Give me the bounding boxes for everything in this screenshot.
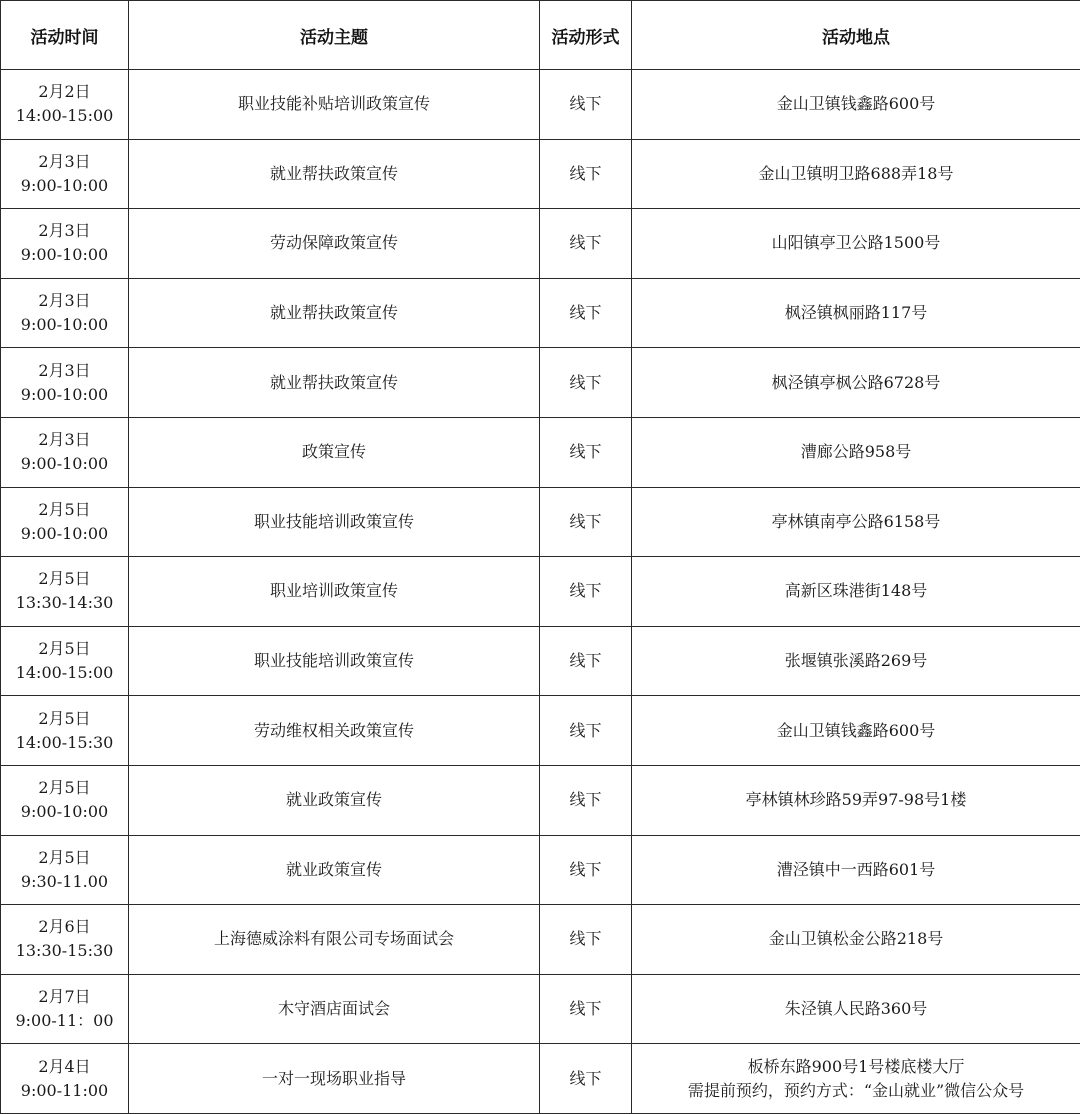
activity-time-range: 9:30-11.00 [3,870,126,894]
activity-date: 2月5日 [3,707,126,731]
activity-date: 2月7日 [3,985,126,1009]
table-header [1,1,1080,70]
cell-format: 线下 [540,139,632,209]
activity-date: 2月5日 [3,498,126,522]
cell-format: 线下 [540,70,632,140]
activity-date: 2月5日 [3,637,126,661]
activity-address: 亭林镇林珍路59弄97-98号1楼 [634,788,1078,812]
activity-time-range: 9:00-10:00 [3,522,126,546]
activity-time-range: 9:00-11:00 [3,1079,126,1103]
cell-format: 线下 [540,974,632,1044]
cell-time [1,487,129,557]
cell-format: 线下 [540,696,632,766]
table-row [1,348,1080,418]
cell-format: 线下 [540,417,632,487]
cell-time [1,905,129,975]
activity-time-range: 9:00-10:00 [3,452,126,476]
cell-topic: 职业技能培训政策宣传 [129,626,540,696]
table-row [1,905,1080,975]
cell-topic: 就业政策宣传 [129,765,540,835]
cell-time [1,278,129,348]
activity-address: 金山卫镇明卫路688弄18号 [634,162,1078,186]
table-row [1,696,1080,766]
activity-date: 2月3日 [3,428,126,452]
cell-topic: 上海德威涂料有限公司专场面试会 [129,905,540,975]
table-body [1,70,1080,1114]
cell-place [632,765,1080,835]
activity-address: 金山卫镇钱鑫路600号 [634,92,1078,116]
activity-date: 2月5日 [3,846,126,870]
appointment-note: 需提前预约，预约方式：“金山就业”微信公众号 [634,1079,1078,1103]
activity-time-range: 14:00-15:00 [3,661,126,685]
cell-place [632,835,1080,905]
cell-time [1,765,129,835]
cell-topic: 职业培训政策宣传 [129,557,540,627]
cell-place [632,139,1080,209]
activity-date: 2月3日 [3,289,126,313]
cell-time [1,835,129,905]
activity-address: 漕泾镇中一西路601号 [634,858,1078,882]
cell-format: 线下 [540,348,632,418]
activity-date: 2月2日 [3,80,126,104]
activity-time-range: 14:00-15:30 [3,731,126,755]
activity-date: 2月5日 [3,567,126,591]
header-time: 活动时间 [1,1,129,70]
header-place: 活动地点 [632,1,1080,70]
activity-date: 2月6日 [3,915,126,939]
activity-time-range: 13:30-14:30 [3,591,126,615]
activity-time-range: 9:00-10:00 [3,243,126,267]
table-row [1,974,1080,1044]
activity-address: 金山卫镇钱鑫路600号 [634,719,1078,743]
cell-place [632,487,1080,557]
activity-time-range: 9:00-11：00 [3,1009,126,1033]
table-row [1,557,1080,627]
activity-address: 山阳镇亭卫公路1500号 [634,231,1078,255]
cell-topic: 就业帮扶政策宣传 [129,278,540,348]
activity-time-range: 14:00-15:00 [3,104,126,128]
cell-format: 线下 [540,209,632,279]
cell-format: 线下 [540,557,632,627]
activity-time-range: 9:00-10:00 [3,174,126,198]
activity-date: 2月3日 [3,150,126,174]
cell-place [632,1044,1080,1114]
activity-address: 板桥东路900号1号楼底楼大厅 [634,1055,1078,1079]
table-row [1,209,1080,279]
activity-date: 2月3日 [3,359,126,383]
table-row [1,417,1080,487]
cell-time [1,139,129,209]
cell-topic: 就业政策宣传 [129,835,540,905]
cell-place [632,278,1080,348]
cell-format: 线下 [540,905,632,975]
cell-time [1,348,129,418]
cell-time [1,1044,129,1114]
header-row [1,1,1080,70]
activity-time-range: 9:00-10:00 [3,800,126,824]
cell-topic: 就业帮扶政策宣传 [129,139,540,209]
activity-time-range: 13:30-15:30 [3,939,126,963]
table-row [1,765,1080,835]
cell-place [632,348,1080,418]
cell-topic: 政策宣传 [129,417,540,487]
activity-address: 枫泾镇亭枫公路6728号 [634,371,1078,395]
header-format: 活动形式 [540,1,632,70]
cell-topic: 劳动保障政策宣传 [129,209,540,279]
cell-time [1,209,129,279]
activity-address: 高新区珠港街148号 [634,579,1078,603]
cell-topic: 职业技能补贴培训政策宣传 [129,70,540,140]
table-row [1,1044,1080,1114]
table-row [1,835,1080,905]
activity-address: 朱泾镇人民路360号 [634,997,1078,1021]
cell-place [632,70,1080,140]
cell-format: 线下 [540,487,632,557]
activity-address: 枫泾镇枫丽路117号 [634,301,1078,325]
cell-time [1,557,129,627]
cell-format: 线下 [540,626,632,696]
table-row [1,139,1080,209]
table-row [1,487,1080,557]
activity-date: 2月4日 [3,1055,126,1079]
cell-time [1,696,129,766]
cell-format: 线下 [540,1044,632,1114]
table-row [1,70,1080,140]
activity-date: 2月3日 [3,219,126,243]
cell-place [632,417,1080,487]
cell-topic: 就业帮扶政策宣传 [129,348,540,418]
cell-topic: 职业技能培训政策宣传 [129,487,540,557]
cell-place [632,974,1080,1044]
cell-format: 线下 [540,278,632,348]
table-row [1,626,1080,696]
cell-time [1,626,129,696]
cell-topic: 一对一现场职业指导 [129,1044,540,1114]
cell-place [632,557,1080,627]
cell-topic: 劳动维权相关政策宣传 [129,696,540,766]
activity-date: 2月5日 [3,776,126,800]
cell-time [1,417,129,487]
activity-time-range: 9:00-10:00 [3,313,126,337]
cell-place [632,696,1080,766]
header-topic: 活动主题 [129,1,540,70]
cell-format: 线下 [540,835,632,905]
cell-format: 线下 [540,765,632,835]
activity-address: 金山卫镇松金公路218号 [634,927,1078,951]
activity-address: 漕廊公路958号 [634,440,1078,464]
cell-topic: 木守酒店面试会 [129,974,540,1044]
activity-time-range: 9:00-10:00 [3,383,126,407]
activity-address: 张堰镇张溪路269号 [634,649,1078,673]
cell-place [632,905,1080,975]
cell-time [1,70,129,140]
cell-place [632,209,1080,279]
activity-address: 亭林镇南亭公路6158号 [634,510,1078,534]
table-row [1,278,1080,348]
cell-place [632,626,1080,696]
cell-time [1,974,129,1044]
